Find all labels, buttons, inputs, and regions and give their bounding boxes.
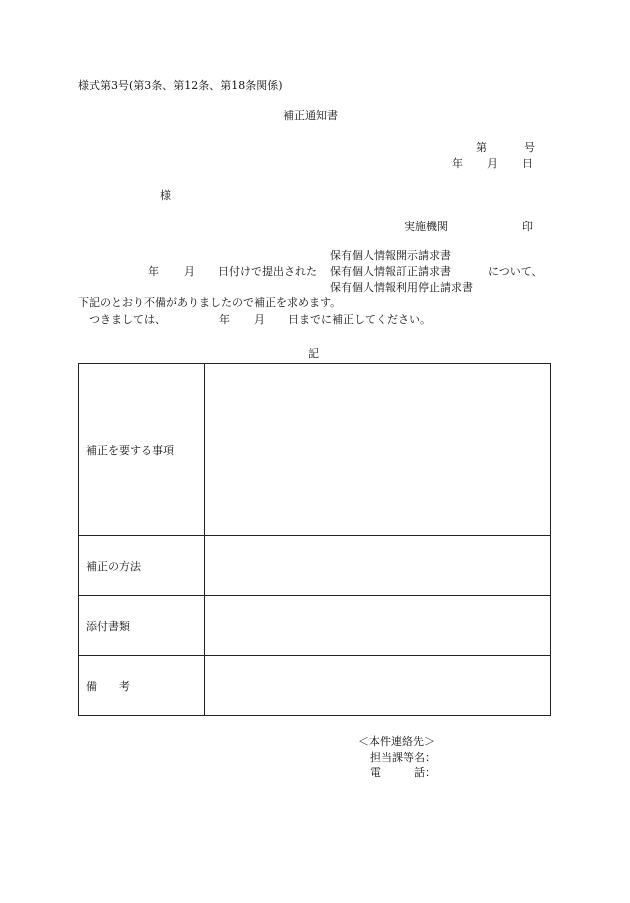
contact-phone-label: 電 話：: [370, 766, 436, 779]
request-type-correction: 保有個人情報訂正請求書: [330, 265, 451, 278]
body-line2: 下記のとおり不備がありましたので補正を求めます。: [78, 296, 342, 309]
table-row: [79, 596, 551, 656]
seal-mark: 印: [522, 220, 533, 233]
row-label: 補正を要する事項: [79, 364, 205, 536]
row-value: [205, 596, 551, 656]
document-title: 補正通知書: [283, 109, 338, 122]
row-label: 添付書類: [79, 596, 205, 656]
body-year: 年: [148, 265, 159, 278]
body-submitted: 日付けで提出された: [218, 265, 317, 278]
correction-table: [78, 363, 551, 716]
body-line3-year: 年: [219, 313, 230, 326]
body-month: 月: [184, 265, 195, 278]
request-type-suspension: 保有個人情報利用停止請求書: [330, 281, 473, 294]
date-month: 月: [487, 157, 498, 170]
row-value: [205, 536, 551, 596]
table-row: [79, 364, 551, 536]
body-line3-month: 月: [254, 313, 265, 326]
row-value: [205, 364, 551, 536]
ki-heading: 記: [308, 347, 319, 360]
row-label: 補正の方法: [79, 536, 205, 596]
table-row: [79, 656, 551, 716]
doc-number-dai: 第: [476, 141, 487, 154]
agency-name: 実施機関: [404, 220, 448, 233]
addressee-suffix: 様: [160, 189, 171, 202]
contact-heading: ＜本件連絡先＞: [358, 735, 435, 748]
doc-number-go: 号: [524, 141, 535, 154]
contact-dept-label: 担当課等名：: [370, 751, 436, 764]
row-label: 備 考: [79, 656, 205, 716]
date-year: 年: [452, 157, 463, 170]
body-line3-prefix: つきましては、: [89, 313, 166, 326]
body-line3-suffix: 日までに補正してください。: [288, 313, 431, 326]
row-value: [205, 656, 551, 716]
body-about: について、: [488, 265, 543, 278]
request-type-disclosure: 保有個人情報開示請求書: [330, 249, 451, 262]
form-number: 様式第3号(第3条、第12条、第18条関係): [78, 79, 283, 92]
date-day: 日: [522, 157, 533, 170]
table-row: [79, 536, 551, 596]
